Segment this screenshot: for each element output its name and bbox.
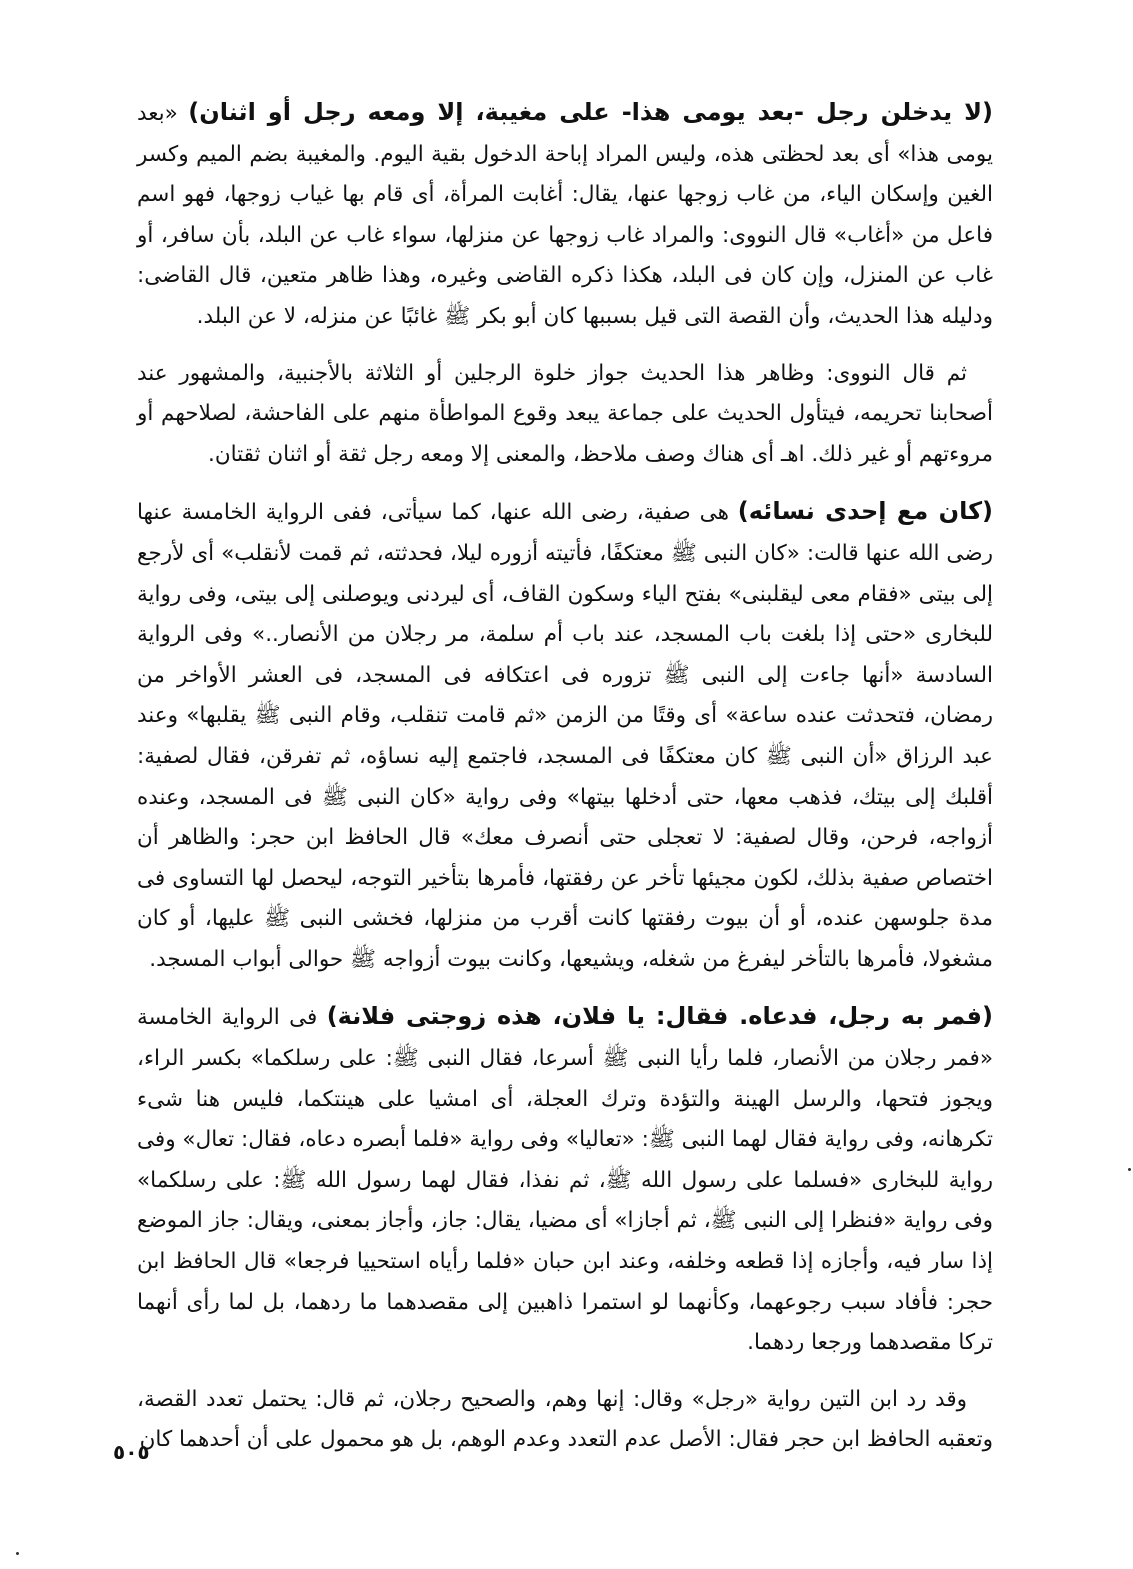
- paragraph-3: [137, 491, 993, 980]
- paragraph-text: هى صفية، رضى الله عنها، كما سيأتى، ففى الرواية الخامسة عنها رضى الله عنها قالت: «كان النبى ﷺ معتكفًا، فأتيته أزوره ليلا، فحدثته، ثم قمت لأنقلب» أى لأرجع إلى بيتى «فقام معى ليقلبنى» بفتح الياء وسكون القاف، أى ليردنى ويوصلنى إلى بيتى، وفى رواية للبخارى «حتى إذا بلغت باب المسجد، عند باب أم سلمة، مر رجلان من الأنصار..» وفى الرواية السادسة «أنها جاءت إلى النبى ﷺ تزوره فى اعتكافه فى المسجد، فى العشر الأواخر من رمضان، فتحدثت عنده ساعة» أى وقتًا من الزمن «ثم قامت تنقلب، وقام النبى ﷺ يقلبها» وعند عبد الرزاق «أن النبى ﷺ كان معتكفًا فى المسجد، فاجتمع إليه نساؤه، ثم تفرقن، فقال لصفية: أقلبك إلى بيتك، فذهب معها، حتى أدخلها بيتها» وفى رواية «كان النبى ﷺ فى المسجد، وعنده أزواجه، فرحن، وقال لصفية: لا تعجلى حتى أنصرف معك» قال الحافظ ابن حجر: والظاهر أن اختصاص صفية بذلك، لكون مجيئها تأخر عن رفقتها، فأمرها بتأخير التوجه، ليحصل لها التساوى فى مدة جلوسهن عنده، أو أن بيوت رفقتها كانت أقرب من منزلها، فخشى النبى ﷺ عليها، أو كان مشغولا، فأمرها بالتأخر ليفرغ من شغله، ويشيعها، وكانت بيوت أزواجه ﷺ حوالى أبواب المسجد.: [137, 500, 993, 972]
- margin-speck: [1128, 1168, 1131, 1171]
- paragraph-4: [137, 996, 993, 1363]
- paragraph-text: فى الرواية الخامسة «فمر رجلان من الأنصار، فلما رأيا النبى ﷺ أسرعا، فقال النبى ﷺ: على رسلكما» بكسر الراء، ويجوز فتحها، والرسل الهينة والتؤدة وترك العجلة، أى امشيا على هينتكما، فليس هنا شىء تكرهانه، وفى رواية فقال لهما النبى ﷺ: «تعاليا» وفى رواية «فلما أبصره دعاه، فقال: تعال» وفى رواية للبخارى «فسلما على رسول الله ﷺ، ثم نفذا، فقال لهما رسول الله ﷺ: على رسلكما» وفى رواية «فنظرا إلى النبى ﷺ، ثم أجازا» أى مضيا، يقال: جاز، وأجاز بمعنى، ويقال: جاز الموضع إذا سار فيه، وأجازه إذا قطعه وخلفه، وعند ابن حبان «فلما رأياه استحييا فرجعا» قال الحافظ ابن حجر: فأفاد سبب رجوعهما، وكأنهما لو استمرا ذاهبين إلى مقصدهما ما ردهما، بل لما رأى أنهما تركا مقصدهما ورجعا ردهما.: [137, 1005, 993, 1356]
- document-page: [137, 92, 993, 1477]
- paragraph-text: ثم قال النووى: وظاهر هذا الحديث جواز خلوة الرجلين أو الثلاثة بالأجنبية، والمشهور عند أصحابنا تحريمه، فيتأول الحديث على جماعة يبعد وقوع المواطأة منهم على الفاحشة، لصلاحهم أو مروءتهم أو غير ذلك. اهـ أى هناك وصف ملاحظ، والمعنى إلا ومعه رجل ثقة أو اثنان ثقتان.: [137, 360, 993, 467]
- paragraph-2: [137, 354, 993, 476]
- paragraph-heading: (لا يدخلن رجل -بعد يومى هذا- على مغيبة، إلا ومعه رجل أو اثنان): [188, 98, 993, 126]
- paragraph-1: [137, 92, 993, 338]
- paragraph-heading: (فمر به رجل، فدعاه. فقال: يا فلان، هذه زوجتى فلانة): [326, 1002, 993, 1031]
- paragraph-heading: (كان مع إحدى نسائه): [737, 497, 994, 526]
- paragraph-text: «بعد يومى هذا» أى بعد لحظتى هذه، وليس المراد إباحة الدخول بقية اليوم. والمغيبة بضم الميم وكسر الغين وإسكان الياء، من غاب زوجها عنها، يقال: أغابت المرأة، أى قام بها غياب زوجها، فهو اسم فاعل من «أغاب» قال النووى: والمراد غاب زوجها عن منزلها، سواء غاب عن البلد، بأن سافر، أو غاب عن المنزل، وإن كان فى البلد، هكذا ذكره القاضى وغيره، وهذا ظاهر متعين، قال القاضى: ودليله هذا الحديث، وأن القصة التى قيل بسببها كان أبو بكر ﷺ غائبًا عن منزله، لا عن البلد.: [137, 101, 993, 329]
- paragraph-5: [137, 1380, 993, 1461]
- page-number: ٥٠٥: [113, 1440, 150, 1464]
- paragraph-text: وقد رد ابن التين رواية «رجل» وقال: إنها وهم، والصحيح رجلان، ثم قال: يحتمل تعدد القصة، وتعقبه الحافظ ابن حجر فقال: الأصل عدم التعدد وعدم الوهم، بل هو محمول على أن أحدهما كان: [137, 1386, 993, 1453]
- margin-speck: [16, 1552, 19, 1555]
